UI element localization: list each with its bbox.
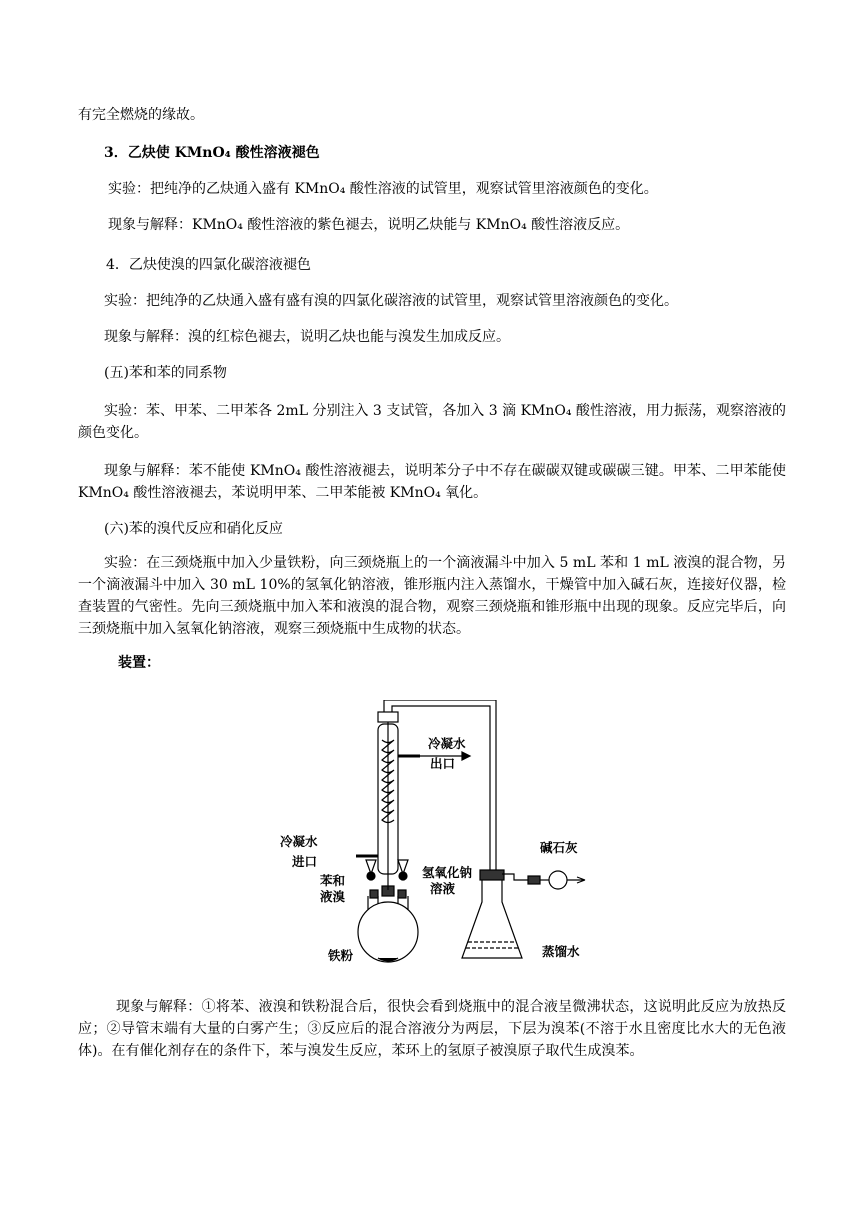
label-water-inlet-1: 冷凝水 bbox=[280, 834, 318, 849]
label-water-outlet-2: 出口 bbox=[430, 756, 456, 771]
label-naoh-1: 氢氧化钠 bbox=[422, 865, 473, 880]
intro-tail: 有完全燃烧的缘故。 bbox=[78, 107, 204, 123]
label-naoh-2: 溶液 bbox=[430, 881, 456, 896]
s5-experiment: 实验：苯、甲苯、二甲苯各 2mL 分别注入 3 支试管，各加入 3 滴 KMnO₄ 酸性溶液，用力振荡，观察溶液的颜色变化。 bbox=[78, 403, 786, 441]
s3-experiment: 实验：把纯净的乙炔通入盛有 KMnO₄ 酸性溶液的试管里，观察试管里溶液颜色的变化。 bbox=[108, 181, 658, 197]
heading-4: 4．乙炔使溴的四氯化碳溶液褪色 bbox=[106, 257, 311, 273]
label-benzene-2: 液溴 bbox=[320, 889, 346, 904]
heading-5: (五)苯和苯的同系物 bbox=[104, 365, 227, 381]
heading-3: 3．乙炔使 KMnO₄ 酸性溶液褪色 bbox=[104, 145, 320, 161]
heading-6: (六)苯的溴代反应和硝化反应 bbox=[104, 521, 283, 537]
label-distilled-water: 蒸馏水 bbox=[542, 944, 580, 959]
erlenmeyer-flask bbox=[462, 876, 522, 958]
iron-powder bbox=[378, 958, 398, 961]
label-water-inlet-2: 进口 bbox=[292, 854, 318, 869]
apparatus-diagram bbox=[270, 700, 610, 980]
drying-tube bbox=[549, 871, 567, 889]
label-water-outlet-1: 冷凝水 bbox=[428, 736, 466, 751]
three-neck-flask bbox=[358, 902, 418, 962]
s6-observation: 现象与解释：①将苯、液溴和铁粉混合后，很快会看到烧瓶中的混合液呈微沸状态，这说明此反应为放热反应；②导管末端有大量的白雾产生；③反应后的混合溶液分为两层，下层为溴苯(不溶于水且密度比水大的无色液体)。在有催化剂存在的条件下，苯与溴发生反应，苯环上的氢原子被溴原子取代生成溴苯。 bbox=[78, 999, 786, 1059]
s3-observation: 现象与解释：KMnO₄ 酸性溶液的紫色褪去，说明乙炔能与 KMnO₄ 酸性溶液反应。 bbox=[108, 217, 630, 233]
s5-observation: 现象与解释：苯不能使 KMnO₄ 酸性溶液褪去，说明苯分子中不存在碳碳双键或碳碳三键。甲苯、二甲苯能使 KMnO₄ 酸性溶液褪去，苯说明甲苯、二甲苯能被 KMnO₄ 氧化。 bbox=[78, 463, 786, 501]
label-benzene-1: 苯和 bbox=[320, 873, 346, 888]
s6-experiment: 实验：在三颈烧瓶中加入少量铁粉，向三颈烧瓶上的一个滴液漏斗中加入 5 mL 苯和 1 mL 液溴的混合物，另一个滴液漏斗中加入 30 mL 10%的氢氧化钠溶液，锥形瓶内注入蒸馏水，干燥管中加入碱石灰，连接好仪器，检查装置的气密性。先向三颈烧瓶中加入苯和液溴的混合物，观察三颈烧瓶和锥形瓶中出现的现象。反应完毕后，向三颈烧瓶中加入氢氧化钠溶液，观察三颈烧瓶中生成物的状态。 bbox=[78, 555, 786, 637]
label-iron: 铁粉 bbox=[328, 948, 354, 963]
label-soda-lime: 碱石灰 bbox=[540, 840, 578, 855]
s4-observation: 现象与解释：溴的红棕色褪去，说明乙炔也能与溴发生加成反应。 bbox=[104, 329, 510, 345]
device-label: 装置： bbox=[118, 655, 160, 671]
s4-experiment: 实验：把纯净的乙炔通入盛有盛有溴的四氯化碳溶液的试管里，观察试管里溶液颜色的变化。 bbox=[104, 293, 678, 309]
